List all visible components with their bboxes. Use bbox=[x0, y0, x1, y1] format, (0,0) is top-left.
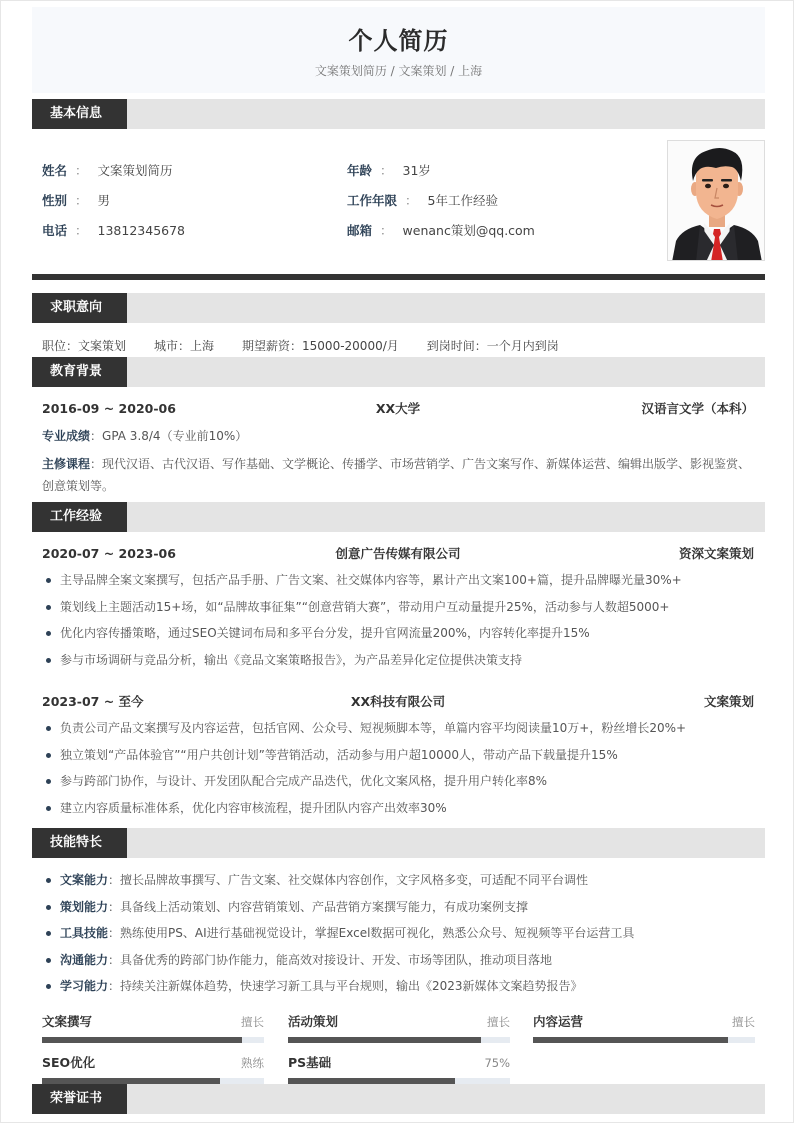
list-item: 优化内容传播策略，通过SEO关键词布局和多平台分发，提升官网流量200%，内容转化率提升15% bbox=[42, 620, 754, 647]
colon: ： bbox=[380, 223, 393, 238]
skill-bar-level: 擅长 bbox=[732, 1015, 755, 1029]
skill-bar-copywriting bbox=[42, 1013, 264, 1053]
list-item: 负责公司产品文案撰写及内容运营，包括官网、公众号、短视频脚本等，单篇内容平均阅读量10万+，粉丝增长20%+ bbox=[42, 715, 754, 742]
work-bullets bbox=[42, 715, 754, 821]
skill-label: 策划能力 bbox=[60, 899, 109, 914]
skill-bar-name: 活动策划 bbox=[288, 1014, 339, 1029]
skill-bar-level: 擅长 bbox=[487, 1015, 510, 1029]
skill-text: ：具备线上活动策划、内容营销策划、产品营销方案撰写能力，有成功案例支撑 bbox=[108, 899, 529, 914]
education-courses bbox=[42, 453, 754, 497]
info-label: 年龄 bbox=[347, 163, 373, 178]
section-title: 荣誉证书 bbox=[32, 1084, 127, 1114]
progress-track bbox=[533, 1037, 755, 1043]
job-intent-row bbox=[42, 336, 587, 356]
skill-item bbox=[42, 867, 754, 894]
work-period: 2020-07 ~ 2023-06 bbox=[42, 546, 176, 561]
skill-bar-name: PS基础 bbox=[288, 1055, 332, 1070]
section-skills bbox=[32, 828, 765, 858]
info-age bbox=[347, 161, 431, 181]
skill-bar-content-ops bbox=[533, 1013, 755, 1053]
info-value: wenanc策划@qq.com bbox=[402, 223, 535, 238]
skill-text: ：具备优秀的跨部门协作能力，能高效对接设计、开发、市场等团队，推动项目落地 bbox=[108, 952, 553, 967]
skill-item bbox=[42, 947, 754, 974]
skill-bar-level: 熟练 bbox=[241, 1056, 264, 1070]
progress-track bbox=[288, 1037, 510, 1043]
work-company: 创意广告传媒有限公司 bbox=[335, 546, 461, 561]
colon: ： bbox=[405, 193, 418, 208]
section-honors bbox=[32, 1084, 765, 1114]
skill-item bbox=[42, 973, 754, 1000]
courses-label: 主修课程 bbox=[42, 457, 91, 471]
progress-track bbox=[42, 1037, 264, 1043]
skill-label: 工具技能 bbox=[60, 926, 109, 940]
info-experience bbox=[347, 191, 498, 211]
info-label: 姓名 bbox=[42, 163, 68, 178]
work-company: XX科技有限公司 bbox=[350, 694, 446, 709]
grade-label: 专业成绩 bbox=[42, 429, 91, 443]
section-title: 基本信息 bbox=[32, 99, 127, 129]
info-label: 性别 bbox=[42, 193, 68, 208]
skill-text: ：擅长品牌故事撰写、广告文案、社交媒体内容创作，文字风格多变，可适配不同平台调性 bbox=[108, 873, 589, 887]
info-gender bbox=[42, 191, 110, 211]
info-phone bbox=[42, 221, 185, 241]
info-value: 13812345678 bbox=[97, 223, 186, 238]
list-item: 主导品牌全案文案撰写，包括产品手册、广告文案、社交媒体内容等，累计产出文案100+篇，提升品牌曝光量30%+ bbox=[42, 567, 754, 594]
education-school: XX大学 bbox=[375, 401, 421, 416]
work-bullets bbox=[42, 567, 754, 673]
list-item: 参与市场调研与竞品分析，输出《竞品文案策略报告》，为产品差异化定位提供决策支持 bbox=[42, 647, 754, 674]
colon: ： bbox=[75, 223, 88, 238]
info-value: 文案策划简历 bbox=[97, 163, 173, 178]
divider bbox=[32, 274, 765, 280]
courses-value: ：现代汉语、古代汉语、写作基础、文学概论、传播学、市场营销学、广告文案写作、新媒体运营、编辑出版学、影视鉴赏、创意策划等。 bbox=[42, 457, 751, 493]
section-basic-info bbox=[32, 99, 765, 129]
intent-availability: 到岗时间：一个月内到岗 bbox=[426, 339, 559, 353]
intent-city: 城市：上海 bbox=[154, 339, 215, 353]
skills-list bbox=[42, 867, 754, 1000]
skill-label: 沟通能力 bbox=[60, 952, 109, 967]
skill-bar-name: 文案撰写 bbox=[42, 1014, 93, 1029]
info-value: 男 bbox=[97, 193, 111, 208]
skill-bar-name: SEO优化 bbox=[42, 1055, 96, 1070]
avatar-photo bbox=[667, 140, 765, 261]
info-value: 31岁 bbox=[402, 163, 431, 178]
info-label: 工作年限 bbox=[347, 193, 398, 208]
education-major: 汉语言文学（本科） bbox=[641, 401, 754, 416]
progress-fill bbox=[288, 1037, 481, 1043]
info-email bbox=[347, 221, 535, 241]
colon: ： bbox=[75, 163, 88, 178]
education-grade bbox=[42, 425, 754, 447]
skill-bar-level: 擅长 bbox=[241, 1015, 264, 1029]
progress-fill bbox=[42, 1037, 242, 1043]
section-work-experience bbox=[32, 502, 765, 532]
info-value: 5年工作经验 bbox=[427, 193, 498, 208]
work-period: 2023-07 ~ 至今 bbox=[42, 694, 144, 709]
skill-bar-level: 75% bbox=[484, 1056, 510, 1070]
skill-label: 学习能力 bbox=[60, 979, 109, 993]
work-title: 资深文案策划 bbox=[678, 546, 754, 561]
skill-label: 文案能力 bbox=[60, 873, 109, 887]
info-label: 电话 bbox=[42, 223, 68, 238]
info-name bbox=[42, 161, 173, 181]
progress-fill bbox=[533, 1037, 728, 1043]
work-title: 文案策划 bbox=[703, 694, 754, 709]
skill-bar-name: 内容运营 bbox=[533, 1014, 584, 1029]
list-item: 独立策划“产品体验官”“用户共创计划”等营销活动，活动参与用户超10000人，带动产品下载量提升15% bbox=[42, 742, 754, 769]
section-title: 教育背景 bbox=[32, 357, 127, 387]
list-item: 策划线上主题活动15+场，如“品牌故事征集”“创意营销大赛”，带动用户互动量提升25%，活动参与人数超5000+ bbox=[42, 594, 754, 621]
skill-bar-event-planning bbox=[288, 1013, 510, 1053]
section-job-intent bbox=[32, 293, 765, 323]
list-item: 建立内容质量标准体系，优化内容审核流程，提升团队内容产出效率30% bbox=[42, 795, 754, 822]
info-label: 邮箱 bbox=[347, 223, 373, 238]
skill-text: ：熟练使用PS、AI进行基础视觉设计，掌握Excel数据可视化，熟悉公众号、短视频等平台运营工具 bbox=[108, 926, 635, 940]
skill-item bbox=[42, 920, 754, 947]
resume-header bbox=[32, 7, 765, 93]
section-title: 求职意向 bbox=[32, 293, 127, 323]
skill-text: ：持续关注新媒体趋势，快速学习新工具与平台规则，输出《2023新媒体文案趋势报告》 bbox=[108, 979, 583, 993]
section-title: 工作经验 bbox=[32, 502, 127, 532]
skill-item bbox=[42, 894, 754, 921]
resume-title: 个人简历 bbox=[348, 27, 449, 55]
colon: ： bbox=[75, 193, 88, 208]
education-period: 2016-09 ~ 2020-06 bbox=[42, 401, 176, 416]
intent-position: 职位：文案策划 bbox=[42, 339, 127, 353]
section-title: 技能特长 bbox=[32, 828, 127, 858]
section-education bbox=[32, 357, 765, 387]
resume-subtitle: 文案策划简历 / 文案策划 / 上海 bbox=[314, 64, 483, 78]
list-item: 参与跨部门协作，与设计、开发团队配合完成产品迭代，优化文案风格，提升用户转化率8% bbox=[42, 768, 754, 795]
intent-salary: 期望薪资：15000-20000/月 bbox=[242, 339, 399, 353]
colon: ： bbox=[380, 163, 393, 178]
avatar-illustration-icon bbox=[668, 141, 765, 261]
grade-value: ：GPA 3.8/4（专业前10%） bbox=[90, 429, 248, 443]
